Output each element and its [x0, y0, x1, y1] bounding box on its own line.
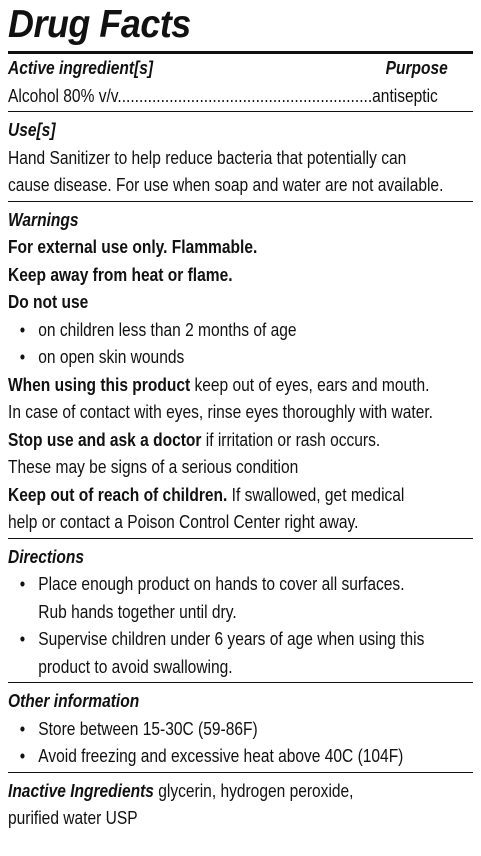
do-not-use-heading: Do not use	[8, 291, 89, 312]
uses-heading: Use[s]	[8, 119, 56, 140]
list-item-text: on children less than 2 months of age	[38, 318, 297, 340]
stop-use-text: if irritation or rash occurs.	[201, 428, 381, 450]
when-using-text: keep out of eyes, ears and mouth.	[190, 373, 430, 395]
list-item	[8, 625, 481, 653]
divider	[8, 201, 473, 202]
when-using-line	[8, 371, 473, 399]
stop-use-line	[8, 426, 473, 454]
list-item	[8, 570, 481, 598]
stop-use-label: Stop use and ask a doctor	[8, 428, 202, 450]
active-ingredient-heading: Active ingredient[s]	[8, 57, 154, 78]
bullet-icon: •	[19, 745, 26, 766]
inactive-ingredients-text: glycerin, hydrogen peroxide,	[153, 779, 354, 801]
list-item-text: Store between 15-30C (59-86F)	[38, 717, 258, 739]
keep-out-label: Keep out of reach of children.	[8, 483, 228, 505]
inactive-ingredients-line: purified water USP	[8, 807, 138, 828]
divider	[8, 538, 473, 539]
list-item-text: Supervise children under 6 years of age when using this	[38, 628, 425, 649]
keep-out-text: If swallowed, get medical	[227, 483, 405, 505]
bullet-icon: •	[19, 628, 26, 649]
list-item	[8, 316, 481, 344]
dot-leader: ...........................................................	[117, 84, 373, 106]
other-info-heading: Other information	[8, 690, 140, 711]
bullet-icon: •	[19, 346, 26, 367]
uses-line: Hand Sanitizer to help reduce bacteria that potentially can	[8, 146, 407, 168]
inactive-ingredients-line	[8, 777, 473, 805]
list-item-text: Avoid freezing and excessive heat above 40C (104F)	[38, 745, 404, 766]
uses-line: cause disease. For use when soap and water are not available.	[8, 174, 444, 195]
bullet-icon: •	[19, 573, 26, 594]
divider	[8, 682, 473, 683]
contact-line: In case of contact with eyes, rinse eyes thoroughly with water.	[8, 401, 433, 422]
list-item-continuation: product to avoid swallowing.	[38, 655, 233, 677]
divider	[8, 772, 473, 773]
active-ingredient-header	[8, 54, 473, 82]
active-ingredient-row	[8, 82, 473, 110]
purpose-heading: Purpose	[385, 57, 448, 78]
inactive-ingredients-heading: Inactive Ingredients	[8, 779, 154, 801]
page-title: Drug Facts	[8, 3, 191, 46]
divider	[8, 111, 473, 112]
list-item	[8, 742, 481, 770]
list-item	[8, 343, 481, 371]
warning-heat: Keep away from heat or flame.	[8, 263, 233, 285]
directions-heading: Directions	[8, 545, 84, 567]
help-line: help or contact a Poison Control Center right away.	[8, 511, 359, 532]
list-item	[8, 715, 481, 743]
bullet-icon: •	[19, 717, 26, 739]
ingredient-name: Alcohol 80% v/v	[8, 84, 118, 106]
when-using-label: When using this product	[8, 373, 191, 395]
bullet-icon: •	[19, 318, 26, 340]
warning-external: For external use only. Flammable.	[8, 236, 258, 257]
warnings-heading: Warnings	[8, 208, 79, 230]
list-item-continuation: Rub hands together until dry.	[38, 600, 237, 622]
signs-line: These may be signs of a serious condition	[8, 456, 299, 477]
list-item-text: on open skin wounds	[38, 346, 185, 367]
keep-out-line	[8, 481, 473, 509]
list-item-text: Place enough product on hands to cover all surfaces.	[38, 573, 405, 594]
ingredient-purpose: antiseptic	[372, 84, 438, 106]
